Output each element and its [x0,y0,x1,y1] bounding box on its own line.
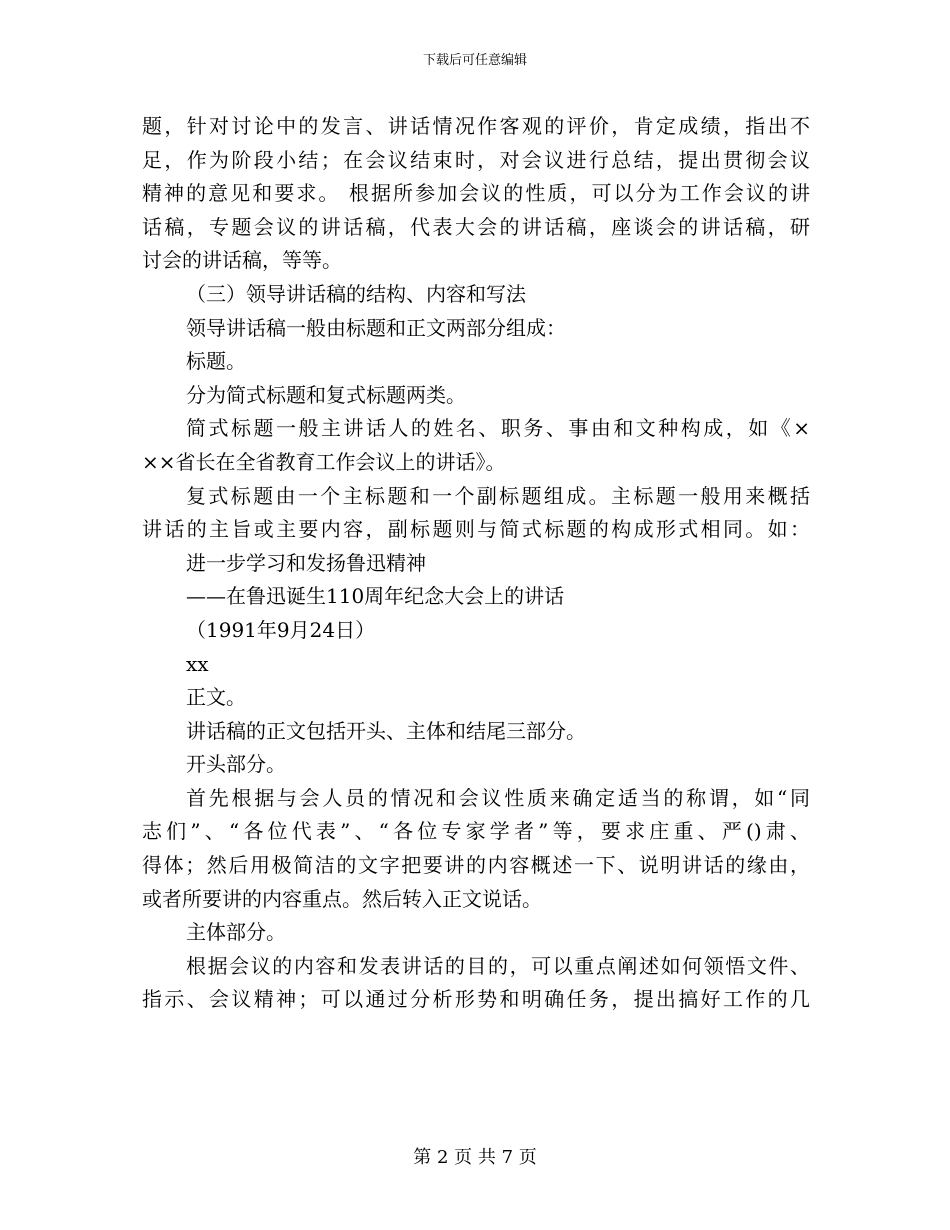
example-date: （1991年9月24日） [186,617,376,642]
text-line: 题，针对讨论中的发言、讲话情况作客观的评价，肯定成绩，指出不 [142,114,810,138]
text-line: 首先根据与会人员的情况和会议性质来确定适当的称谓，如“同 [186,785,810,810]
text-line: 主体部分。 [186,920,286,945]
text-line: 足，作为阶段小结；在会议结束时，对会议进行总结，提出贯彻会议 [142,147,810,172]
text-line: 讲话的主旨或主要内容，副标题则与简式标题的构成形式相同。如： [142,517,810,542]
text-line: 正文。 [186,685,246,710]
page-number: 第 2 页 共 7 页 [413,1147,537,1168]
text-line: 标题。 [186,349,246,374]
text-line: 得体；然后用极简洁的文字把要讲的内容概述一下、说明讲话的缘由， [142,853,810,878]
example-author: xx [186,651,209,676]
text-line: 分为简式标题和复式标题两类。 [186,382,466,407]
text-line: ××省长在全省教育工作会议上的讲话》。 [142,449,506,474]
text-line: 或者所要讲的内容重点。然后转入正文说话。 [142,886,542,911]
text-line: 志们”、“各位代表”、“各位专家学者”等，要求庄重、严()肃、 [142,819,810,844]
text-line: 根据会议的内容和发表讲话的目的，可以重点阐述如何领悟文件、 [186,953,810,978]
document-body [142,110,810,1017]
example-subtitle: ——在鲁迅诞生110周年纪念大会上的讲话 [186,584,565,609]
text-line: 话稿，专题会议的讲话稿，代表大会的讲话稿，座谈会的讲话稿，研 [142,214,810,239]
text-line: 讨会的讲话稿，等等。 [142,248,342,273]
section-heading: （三）领导讲话稿的结构、内容和写法 [186,281,526,306]
text-line: 领导讲话稿一般由标题和正文两部分组成： [186,315,566,340]
page-header: 下载后可任意编辑 [422,53,527,68]
example-title: 进一步学习和发扬鲁迅精神 [186,550,426,575]
text-line: 精神的意见和要求。 根据所参加会议的性质，可以分为工作会议的讲 [142,181,810,206]
text-line: 复式标题由一个主标题和一个副标题组成。主标题一般用来概括 [186,483,810,508]
text-line: 简式标题一般主讲话人的姓名、职务、事由和文种构成，如《× [186,416,810,441]
text-line: 指示、会议精神；可以通过分析形势和明确任务，提出搞好工作的几 [142,987,810,1012]
text-line: 开头部分。 [186,752,286,777]
text-line: 讲话稿的正文包括开头、主体和结尾三部分。 [186,718,586,743]
